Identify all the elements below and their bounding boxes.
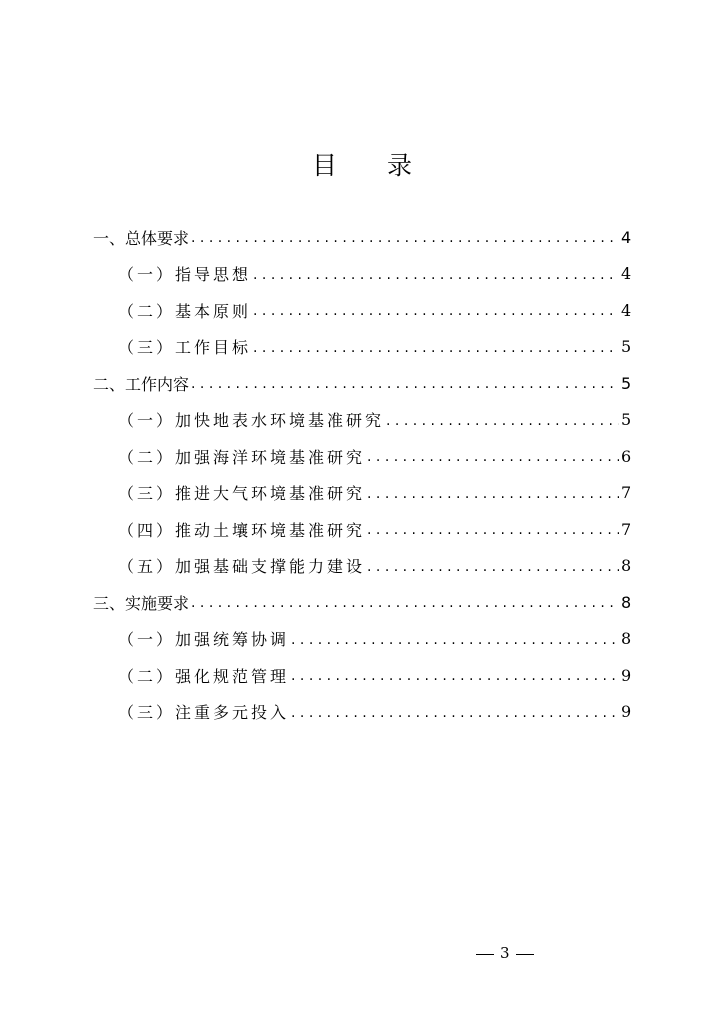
toc-entry-page-number: 8 <box>621 629 632 649</box>
toc-dot-leader <box>367 519 619 539</box>
footer-dash-right <box>516 954 534 955</box>
toc-entry-page-number: 4 <box>621 227 632 247</box>
toc-dot-leader <box>386 410 619 430</box>
toc-subsection-entry[interactable] <box>93 657 631 694</box>
toc-subsection-entry[interactable] <box>93 292 631 329</box>
toc-entry-label: 一、总体要求 <box>93 228 190 248</box>
footer-dash-left <box>476 954 494 955</box>
toc-entry-label: （三）注重多元投入 <box>118 703 290 723</box>
toc-dot-leader <box>191 227 619 247</box>
toc-entry-page-number: 5 <box>621 337 632 357</box>
toc-entry-page-number: 5 <box>621 373 632 393</box>
toc-entry-label: （一）加强统筹协调 <box>118 630 290 650</box>
toc-entry-label: （一）指导思想 <box>118 265 252 285</box>
toc-entry-label: 二、工作内容 <box>93 374 190 394</box>
toc-dot-leader <box>291 665 619 685</box>
page-footer <box>0 944 724 962</box>
toc-title <box>0 146 724 182</box>
toc-title-char-1: 目 <box>311 151 337 180</box>
toc-entry-page-number: 4 <box>621 264 632 284</box>
toc-dot-leader <box>191 592 619 612</box>
toc-subsection-entry[interactable] <box>93 438 631 475</box>
toc-subsection-entry[interactable] <box>93 694 631 731</box>
toc-subsection-entry[interactable] <box>93 475 631 512</box>
toc-entry-page-number: 9 <box>621 665 632 685</box>
toc-dot-leader <box>367 446 619 466</box>
toc-entry-label: （三）工作目标 <box>118 338 252 358</box>
page-number: 3 <box>500 944 510 962</box>
toc-section-entry[interactable] <box>93 365 631 402</box>
toc-entry-page-number: 7 <box>621 519 632 539</box>
toc-entry-label: （二）加强海洋环境基准研究 <box>118 447 366 467</box>
toc-entry-label: （三）推进大气环境基准研究 <box>118 484 366 504</box>
toc-entry-page-number: 6 <box>621 446 632 466</box>
toc-entry-label: （五）加强基础支撑能力建设 <box>118 557 366 577</box>
toc-entry-page-number: 5 <box>621 410 632 430</box>
toc-dot-leader <box>253 337 619 357</box>
toc-subsection-entry[interactable] <box>93 402 631 439</box>
toc-dot-leader <box>291 629 619 649</box>
toc-entry-page-number: 7 <box>621 483 632 503</box>
toc-subsection-entry[interactable] <box>93 548 631 585</box>
toc-entry-page-number: 4 <box>621 300 632 320</box>
toc-subsection-entry[interactable] <box>93 511 631 548</box>
toc-entry-label: （二）强化规范管理 <box>118 666 290 686</box>
toc-dot-leader <box>367 556 619 576</box>
toc-dot-leader <box>291 702 619 722</box>
toc-dot-leader <box>191 373 619 393</box>
toc-title-char-2: 录 <box>387 151 413 180</box>
toc-dot-leader <box>253 264 619 284</box>
toc-entry-page-number: 8 <box>621 556 632 576</box>
toc-section-entry[interactable] <box>93 584 631 621</box>
table-of-contents <box>93 219 631 730</box>
toc-subsection-entry[interactable] <box>93 256 631 293</box>
toc-section-entry[interactable] <box>93 219 631 256</box>
toc-subsection-entry[interactable] <box>93 621 631 658</box>
toc-entry-label: 三、实施要求 <box>93 593 190 613</box>
toc-entry-page-number: 8 <box>621 592 632 612</box>
toc-entry-label: （四）推动土壤环境基准研究 <box>118 520 366 540</box>
toc-entry-label: （一）加快地表水环境基准研究 <box>118 411 385 431</box>
toc-entry-label: （二）基本原则 <box>118 301 252 321</box>
toc-dot-leader <box>253 300 619 320</box>
toc-entry-page-number: 9 <box>621 702 632 722</box>
toc-subsection-entry[interactable] <box>93 329 631 366</box>
toc-dot-leader <box>367 483 619 503</box>
